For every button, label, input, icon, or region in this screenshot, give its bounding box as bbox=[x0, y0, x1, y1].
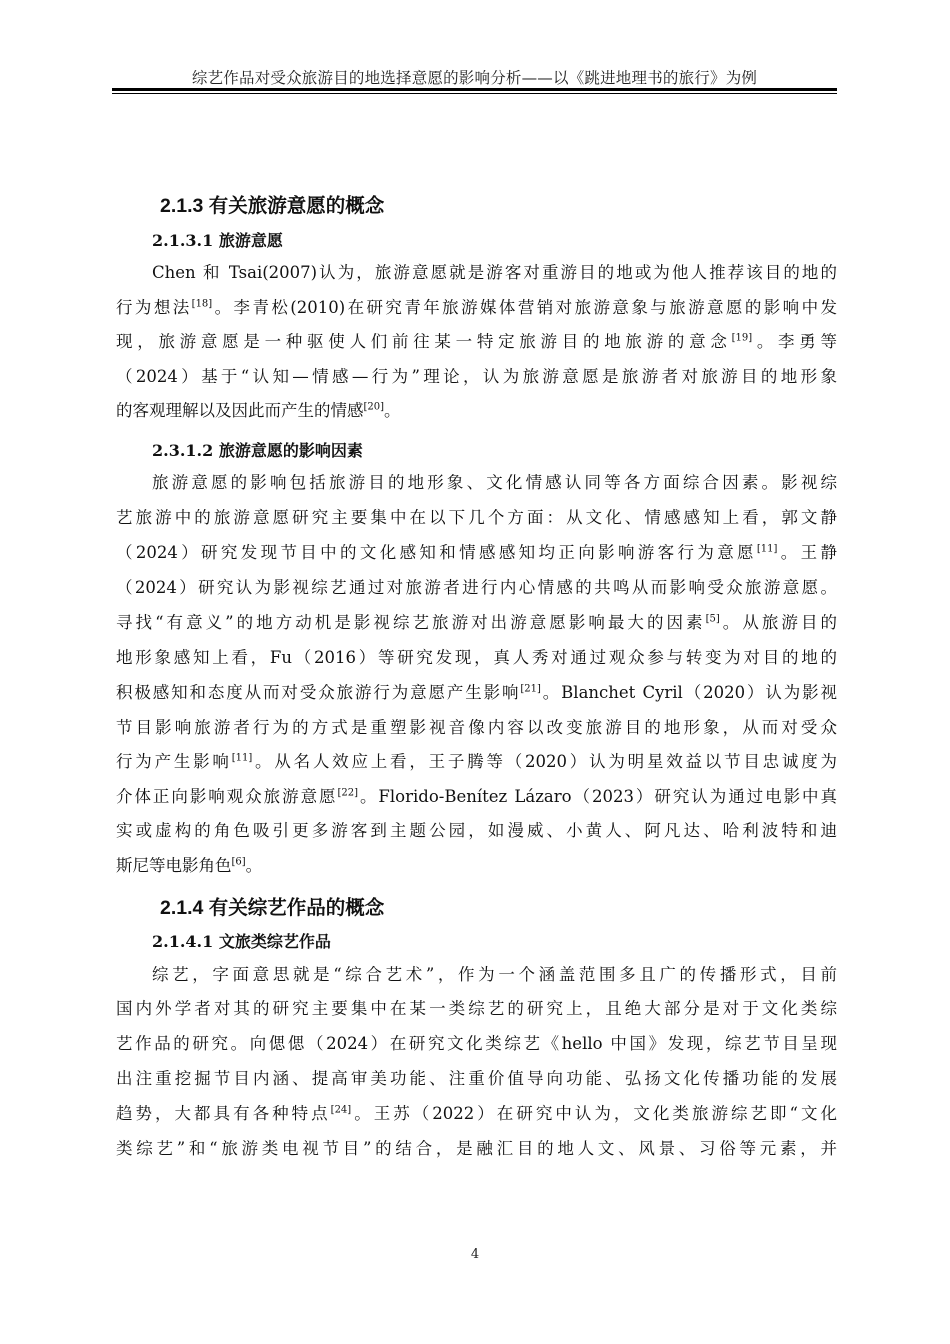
paragraph-line: （2024）研究发现节目中的文化感知和情感感知均正向影响游客行为意愿[11]。王静 bbox=[116, 543, 837, 562]
paragraph-line: （2024）研究认为影视综艺通过对旅游者进行内心情感的共鸣从而影响受众旅游意愿。 bbox=[116, 578, 837, 597]
header-rule-thick bbox=[112, 88, 837, 91]
paragraph-line: 艺旅游中的旅游意愿研究主要集中在以下几个方面：从文化、情感感知上看，郭文静 bbox=[116, 508, 837, 527]
citation: [6] bbox=[231, 856, 246, 868]
paragraph-line: 寻找“有意义”的地方动机是影视综艺旅游对出游意愿影响最大的因素[5]。从旅游目的 bbox=[116, 613, 838, 632]
paragraph-line: 积极感知和态度从而对受众旅游行为意愿产生影响[21]。Blanchet Cyril（2020）认为影视 bbox=[116, 683, 837, 702]
paragraph-line: 类综艺”和“旅游类电视节目”的结合，是融汇目的地人文、风景、习俗等元素，并 bbox=[116, 1139, 837, 1158]
citation: [18] bbox=[191, 298, 213, 310]
paragraph-line: 地形象感知上看，Fu（2016）等研究发现，真人秀对通过观众参与转变为对目的地的 bbox=[116, 648, 837, 667]
citation: [20] bbox=[363, 401, 385, 413]
paragraph-line: 趋势，大都具有各种特点[24]。王苏（2022）在研究中认为，文化类旅游综艺即“文化 bbox=[116, 1104, 837, 1123]
citation: [24] bbox=[330, 1104, 352, 1116]
citation: [11] bbox=[756, 543, 778, 555]
paragraph-line: 节目影响旅游者行为的方式是重塑影视音像内容以改变旅游目的地形象，从而对受众 bbox=[116, 718, 837, 737]
paragraph-line: 斯尼等电影角色[6]。 bbox=[116, 856, 263, 875]
running-header-title: 综艺作品对受众旅游目的地选择意愿的影响分析——以《跳进地理书的旅行》为例 bbox=[191, 69, 758, 87]
subsection-heading: 2.1.4.1 文旅类综艺作品 bbox=[152, 932, 331, 951]
paragraph-line: 艺作品的研究。向偲偲（2024）在研究文化类综艺《hello 中国》发现，综艺节目呈现 bbox=[116, 1034, 837, 1053]
citation: [21] bbox=[520, 683, 541, 695]
citation: [19] bbox=[731, 332, 753, 344]
citation: [11] bbox=[231, 752, 253, 764]
citation: [5] bbox=[705, 613, 720, 625]
paragraph-line: 现，旅游意愿是一种驱使人们前往某一特定旅游目的地旅游的意念[19]。李勇等 bbox=[116, 332, 838, 351]
paragraph-line: Chen 和 Tsai(2007)认为，旅游意愿就是游客对重游目的地或为他人推荐该目的地的 bbox=[152, 263, 837, 282]
subsection-heading: 2.3.1.2 旅游意愿的影响因素 bbox=[152, 441, 363, 460]
paragraph-line: 介体正向影响观众旅游意愿[22]。Florido-Benítez Lázaro（2023）研究认为通过电影中真 bbox=[116, 787, 837, 806]
paragraph-line: 出注重挖掘节目内涵、提高审美功能、注重价值导向功能、弘扬文化传播功能的发展 bbox=[116, 1069, 837, 1088]
paragraph-line: 旅游意愿的影响包括旅游目的地形象、文化情感认同等各方面综合因素。影视综 bbox=[152, 473, 837, 492]
section-heading: 2.1.4 有关综艺作品的概念 bbox=[160, 897, 385, 919]
paragraph-line: 综艺，字面意思就是“综合艺术”，作为一个涵盖范围多且广的传播形式，目前 bbox=[152, 965, 837, 984]
header-rule-thin bbox=[112, 93, 837, 94]
paragraph-line: 行为产生影响[11]。从名人效应上看，王子腾等（2020）认为明星效益以节目忠诚度为 bbox=[116, 752, 838, 771]
citation: [22] bbox=[337, 787, 359, 799]
paragraph-line: 行为想法[18]。李青松(2010)在研究青年旅游媒体营销对旅游意象与旅游意愿的影响中发 bbox=[116, 298, 837, 317]
paragraph-line: 国内外学者对其的研究主要集中在某一类综艺的研究上，且绝大部分是对于文化类综 bbox=[116, 999, 837, 1018]
paragraph-line: 的客观理解以及因此而产生的情感[20]。 bbox=[116, 401, 401, 420]
page-number: 4 bbox=[470, 1247, 480, 1262]
paragraph-line: 实或虚构的角色吸引更多游客到主题公园，如漫威、小黄人、阿凡达、哈利波特和迪 bbox=[116, 821, 837, 840]
section-heading: 2.1.3 有关旅游意愿的概念 bbox=[160, 195, 385, 217]
subsection-heading: 2.1.3.1 旅游意愿 bbox=[152, 231, 283, 250]
paragraph-line: （2024）基于“认知—情感—行为”理论，认为旅游意愿是旅游者对旅游目的地形象 bbox=[116, 367, 837, 386]
